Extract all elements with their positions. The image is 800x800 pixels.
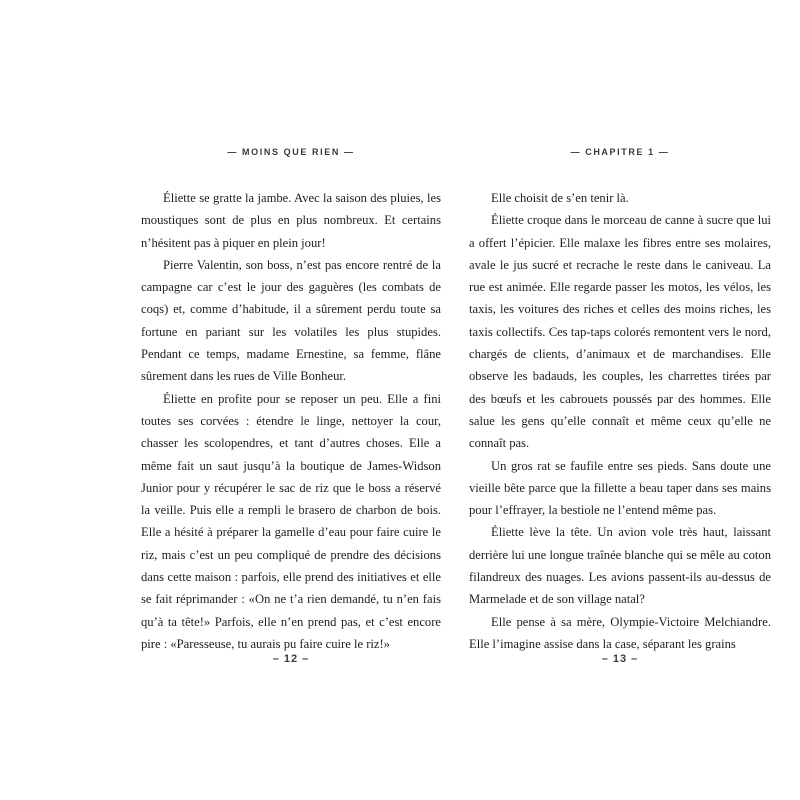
paragraph: Pierre Valentin, son boss, n’est pas encore rentré de la campagne car c’est le jour des gaguères (les combats de coqs) et, comme d’habitude, il a sûrement perdu toute sa fortune en pariant sur les volatiles les plus stupides. Pendant ce temps, madame Ernestine, sa femme, flâne sûrement dans les rues de Ville Bonheur. [141, 257, 441, 384]
paragraph: Éliette se gratte la jambe. Avec la saison des pluies, les moustiques sont de plus en plus nombreux. Et certains n’hésitent pas à piquer en plein jour! [141, 191, 441, 250]
body-text [141, 187, 441, 655]
page-number: – 12 – [272, 653, 310, 665]
left-page [141, 0, 441, 800]
paragraph: Éliette croque dans le morceau de canne à sucre que lui a offert l’épicier. Elle malaxe les fibres entre ses molaires, avale le jus sucré et recrache le reste dans le caniveau. La rue est animée. Elle regarde passer les motos, les vélos, les taxis, les voitures des riches et celles des moins riches, les taxis collectifs. Ces tap-taps colorés remontent vers le nord, chargés de clients, d’animaux et de marchandises. Elle observe les badauds, les couples, les charrettes tirées par des bœufs et les cabrouets poussés par des hommes. Elle salue les gens qu’elle connaît et même ceux qu’elle ne connaît pas. [469, 213, 771, 451]
right-page [469, 0, 771, 800]
running-head: — MOINS QUE RIEN — [227, 147, 355, 157]
paragraph: Elle choisit de s’en tenir là. [491, 191, 629, 205]
paragraph: Éliette en profite pour se reposer un peu. Elle a fini toutes ses corvées : étendre le linge, nettoyer la cour, chasser les scolopendres, et tant d’autres choses. Elle a même fait un saut jusqu’à la boutique de James-Widson Junior pour y récupérer le sac de riz que le boss a réservé la veille. Puis elle a rempli le brasero de charbon de bois. Elle a hésité à préparer la gamelle d’eau pour faire cuire le riz, mais c’est un peu compliqué de prendre des décisions dans cette maison : parfois, elle prend des initiatives et elle se fait réprimander : «On ne t’a rien demandé, tu n’en fais qu’à ta tête!» Parfois, elle n’en prend pas, et c’est encore pire : «Paresseuse, tu aurais pu faire cuire le riz!» [141, 391, 441, 651]
running-head: — CHAPITRE 1 — [570, 147, 670, 157]
paragraph: Éliette lève la tête. Un avion vole très haut, laissant derrière lui une longue traînée blanche qui se mêle au coton filandreux des nuages. Les avions passent-ils au-dessus de Marmelade et de son village natal? [469, 525, 771, 607]
paragraph: Un gros rat se faufile entre ses pieds. Sans doute une vieille bête parce que la fillette a beau taper dans ses mains pour l’effrayer, la bestiole ne l’entend même pas. [469, 458, 771, 518]
paragraph: Elle pense à sa mère, Olympie-Victoire Melchiandre. Elle l’imagine assise dans la case, séparant les grains [469, 614, 771, 651]
body-text [469, 187, 771, 655]
page-number: – 13 – [601, 653, 639, 665]
